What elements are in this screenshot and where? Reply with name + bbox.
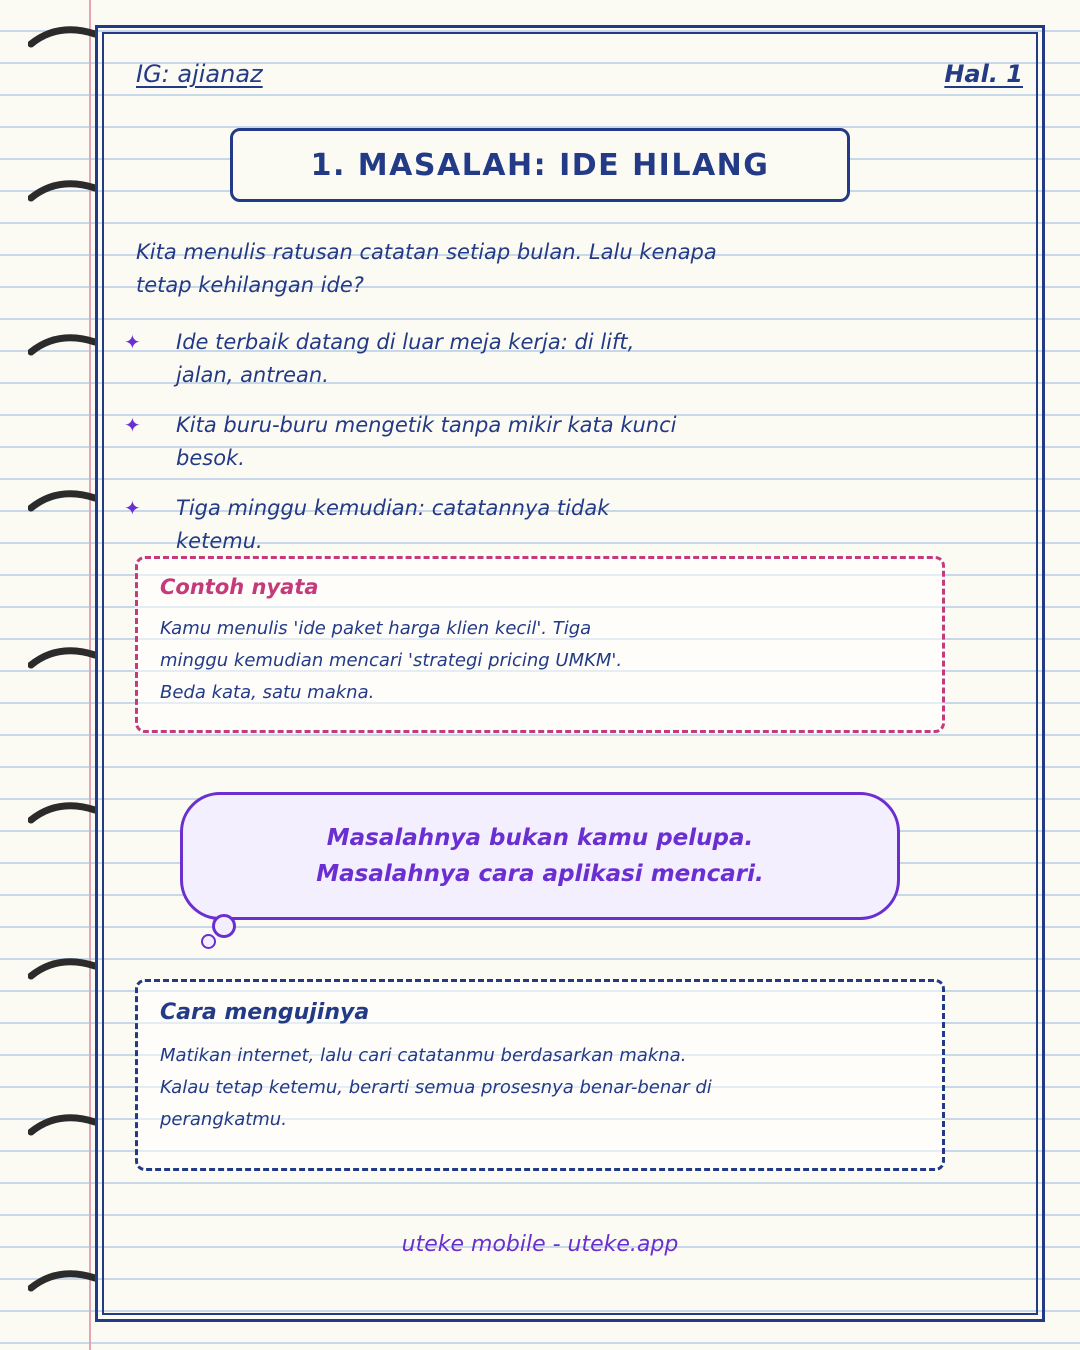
bullet-text: Tiga minggu kemudian: catatannya tidak ketemu. [176,496,610,553]
binder-ring-icon [28,956,98,982]
binder-ring-icon [28,800,98,826]
bullet-text: Kita buru-buru mengetik tanpa mikir kata kunci besok. [176,413,677,470]
thought-bubble [180,792,900,920]
example-heading: Contoh nyata [160,575,319,599]
list-item [124,492,724,558]
thought-bubble-dot [212,914,236,938]
binder-ring-icon [28,645,98,671]
test-box [135,979,945,1171]
binder-ring-icon [28,1112,98,1138]
instagram-handle: IG: ajianaz [136,60,263,88]
thought-bubble-dot [201,934,216,949]
binder-ring-icon [28,332,98,358]
page-number: Hal. 1 [944,60,1023,88]
example-box [135,556,945,733]
bullet-list [124,326,724,575]
bullet-text: Ide terbaik datang di luar meja kerja: di lift, jalan, antrean. [176,330,635,387]
test-body: Matikan internet, lalu cari catatanmu berdasarkan makna. Kalau tetap ketemu, berarti semua prosesnya benar-benar di perangkatmu. [160,1045,712,1130]
intro-text: Kita menulis ratusan catatan setiap bulan. Lalu kenapa tetap kehilangan ide? [136,240,717,297]
list-item [124,409,724,475]
test-heading: Cara mengujinya [160,1000,370,1025]
binder-ring-icon [28,178,98,204]
example-body: Kamu menulis 'ide paket harga klien kecil'. Tiga minggu kemudian mencari 'strategi pricing UMKM'. Beda kata, satu makna. [160,618,623,703]
footer-text: uteke mobile - uteke.app [401,1232,679,1257]
sparkle-icon: ✦ [124,330,141,354]
binder-ring-icon [28,24,98,50]
binder-ring-icon [28,488,98,514]
thought-bubble-text: Masalahnya bukan kamu pelupa. Masalahnya cara aplikasi mencari. [316,825,764,887]
sparkle-icon: ✦ [124,413,141,437]
binder-ring-icon [28,1268,98,1294]
title-box [230,128,850,202]
sparkle-icon: ✦ [124,496,141,520]
page-title: 1. MASALAH: IDE HILANG [310,147,770,183]
list-item [124,326,724,392]
